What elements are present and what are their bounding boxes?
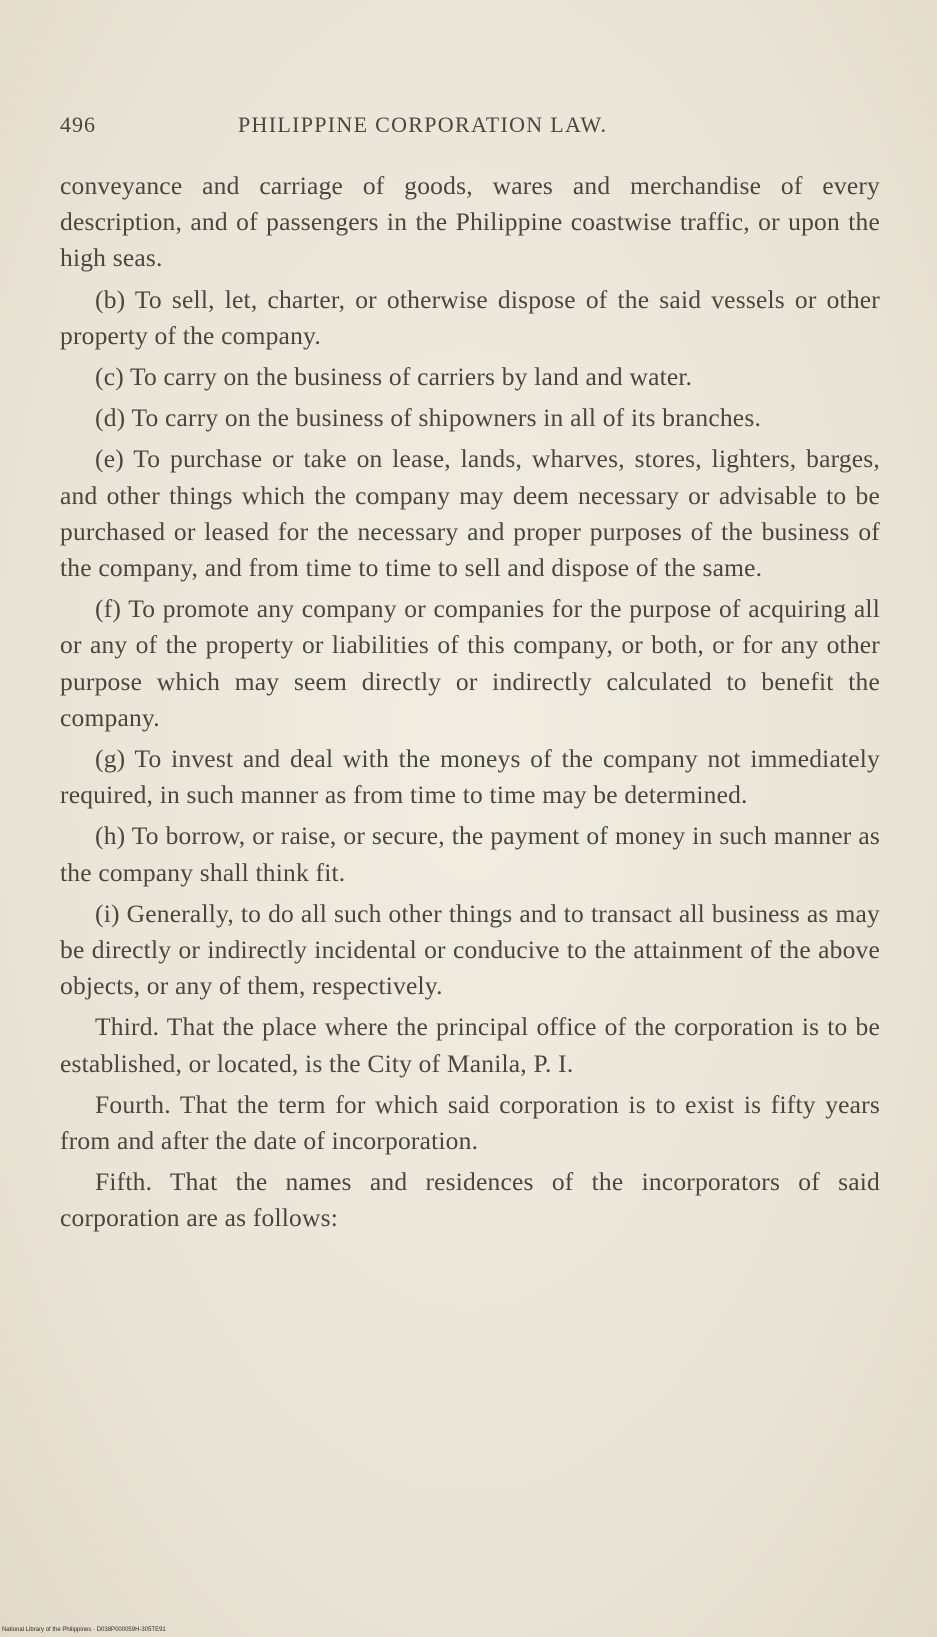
clause-f: (f) To promote any company or companies for the purpose of acquiring all or any of the property or liabilities of this company, or both, or for any other purpose which may seem directly or indirectly calculated to benefit the company. xyxy=(60,594,880,732)
clause-e: (e) To purchase or take on lease, lands, wharves, stores, lighters, barges, and other things which the company may deem necessary or advisable to be purchased or leased for the necessary and proper purposes of the business of the company, and from time to time to sell and dispose of the same. xyxy=(60,444,880,583)
clause-b: (b) To sell, let, charter, or otherwise dispose of the said vessels or other property of the company. xyxy=(60,284,880,350)
clause-i: (i) Generally, to do all such other things and to transact all business as may be directly or indirectly incidental or conducive to the attainment of the above objects, or any of them, respectively. xyxy=(60,898,880,1001)
scan-footer: National Library of the Philippines · D038P000059H-305TE91 xyxy=(2,1627,166,1633)
page-body xyxy=(60,168,880,1242)
page-header xyxy=(60,112,880,142)
clause-d: (d) To carry on the business of shipowners in all of its branches. xyxy=(95,403,762,433)
running-title: PHILIPPINE CORPORATION LAW. xyxy=(238,112,608,137)
clause-h: (h) To borrow, or raise, or secure, the payment of money in such manner as the company shall think fit. xyxy=(60,821,880,887)
paragraph-continuation: conveyance and carriage of goods, wares and merchandise of every description, and of passengers in the Philippine coastwise traffic, or upon the high seas. xyxy=(60,171,880,273)
clause-g: (g) To invest and deal with the moneys of the company not immediately required, in such manner as from time to time may be determined. xyxy=(60,744,880,810)
article-fourth: Fourth. That the term for which said corporation is to exist is fifty years from and after the date of incorporation. xyxy=(60,1089,880,1156)
article-third: Third. That the place where the principal office of the corporation is to be established, or located, is the City of Manila, P. I. xyxy=(60,1012,880,1078)
clause-c: (c) To carry on the business of carriers by land and water. xyxy=(95,362,693,392)
page-number: 496 xyxy=(60,112,96,137)
article-fifth: Fifth. That the names and residences of the incorporators of said corporation are as follows: xyxy=(60,1167,880,1233)
